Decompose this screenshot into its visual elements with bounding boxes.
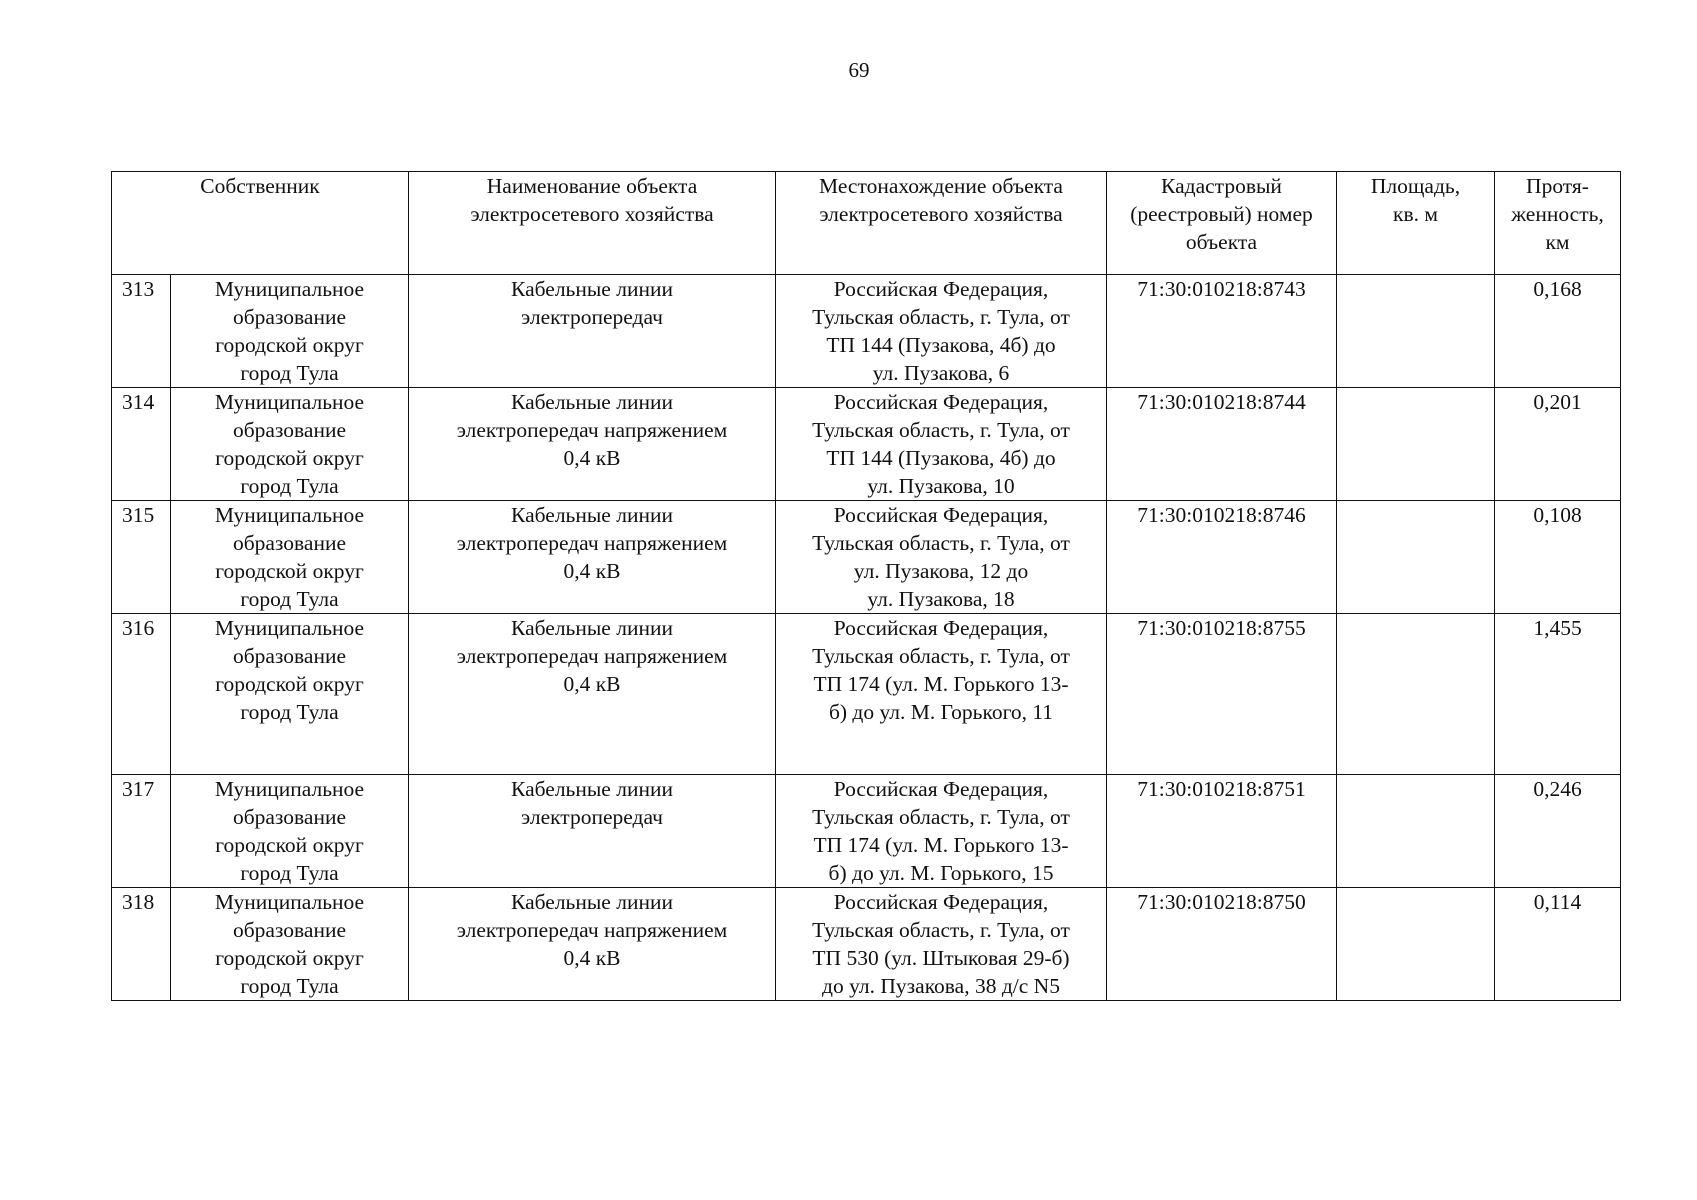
owner-cell: Муниципальное образование городской округ город Тула xyxy=(171,501,409,614)
owner-cell: Муниципальное образование городской округ город Тула xyxy=(171,388,409,501)
owner-cell: Муниципальное образование городской округ город Тула xyxy=(171,888,409,1001)
location-cell: Российская Федерация, Тульская область, г. Тула, от ул. Пузакова, 12 до ул. Пузакова, 18 xyxy=(776,501,1107,614)
area-cell xyxy=(1337,614,1495,775)
location-cell: Российская Федерация, Тульская область, г. Тула, от ТП 144 (Пузакова, 4б) до ул. Пузакова, 10 xyxy=(776,388,1107,501)
length-cell: 0,108 xyxy=(1495,501,1621,614)
length-cell: 0,114 xyxy=(1495,888,1621,1001)
owner-cell: Муниципальное образование городской округ город Тула xyxy=(171,775,409,888)
location-cell: Российская Федерация, Тульская область, г. Тула, от ТП 530 (ул. Штыковая 29-б) до ул. Пузакова, 38 д/с N5 xyxy=(776,888,1107,1001)
area-cell xyxy=(1337,888,1495,1001)
table-row xyxy=(112,501,1621,614)
object-name-cell: Кабельные линии электропередач xyxy=(409,775,776,888)
cadastral-number-cell: 71:30:010218:8746 xyxy=(1107,501,1337,614)
cadastral-number-cell: 71:30:010218:8744 xyxy=(1107,388,1337,501)
row-number: 313 xyxy=(112,275,171,388)
table-row xyxy=(112,388,1621,501)
row-number: 316 xyxy=(112,614,171,775)
location-cell: Российская Федерация, Тульская область, г. Тула, от ТП 174 (ул. М. Горького 13- б) до ул. М. Горького, 15 xyxy=(776,775,1107,888)
header-location: Местонахождение объекта электросетевого хозяйства xyxy=(776,172,1107,275)
cadastral-number-cell: 71:30:010218:8750 xyxy=(1107,888,1337,1001)
header-cadastral-number: Кадастровый (реестровый) номер объекта xyxy=(1107,172,1337,275)
row-number: 317 xyxy=(112,775,171,888)
area-cell xyxy=(1337,501,1495,614)
object-name-cell: Кабельные линии электропередач напряжением 0,4 кВ xyxy=(409,388,776,501)
area-cell xyxy=(1337,275,1495,388)
length-cell: 0,168 xyxy=(1495,275,1621,388)
object-name-cell: Кабельные линии электропередач напряжением 0,4 кВ xyxy=(409,501,776,614)
registry-table xyxy=(111,171,1621,1001)
header-owner: Собственник xyxy=(112,172,409,275)
row-number: 315 xyxy=(112,501,171,614)
length-cell: 1,455 xyxy=(1495,614,1621,775)
table-header-row xyxy=(112,172,1621,275)
owner-cell: Муниципальное образование городской округ город Тула xyxy=(171,275,409,388)
row-number: 314 xyxy=(112,388,171,501)
object-name-cell: Кабельные линии электропередач xyxy=(409,275,776,388)
cadastral-number-cell: 71:30:010218:8751 xyxy=(1107,775,1337,888)
table-row xyxy=(112,775,1621,888)
table-row xyxy=(112,275,1621,388)
page-number: 69 xyxy=(848,58,870,82)
header-area: Площадь, кв. м xyxy=(1337,172,1495,275)
row-number: 318 xyxy=(112,888,171,1001)
owner-cell: Муниципальное образование городской округ город Тула xyxy=(171,614,409,775)
area-cell xyxy=(1337,388,1495,501)
table-row xyxy=(112,888,1621,1001)
cadastral-number-cell: 71:30:010218:8743 xyxy=(1107,275,1337,388)
area-cell xyxy=(1337,775,1495,888)
length-cell: 0,246 xyxy=(1495,775,1621,888)
object-name-cell: Кабельные линии электропередач напряжением 0,4 кВ xyxy=(409,888,776,1001)
header-object-name: Наименование объекта электросетевого хозяйства xyxy=(409,172,776,275)
header-length: Протя- женность, км xyxy=(1495,172,1621,275)
location-cell: Российская Федерация, Тульская область, г. Тула, от ТП 174 (ул. М. Горького 13- б) до ул. М. Горького, 11 xyxy=(776,614,1107,775)
length-cell: 0,201 xyxy=(1495,388,1621,501)
table-row xyxy=(112,614,1621,775)
cadastral-number-cell: 71:30:010218:8755 xyxy=(1107,614,1337,775)
location-cell: Российская Федерация, Тульская область, г. Тула, от ТП 144 (Пузакова, 4б) до ул. Пузакова, 6 xyxy=(776,275,1107,388)
object-name-cell: Кабельные линии электропередач напряжением 0,4 кВ xyxy=(409,614,776,775)
